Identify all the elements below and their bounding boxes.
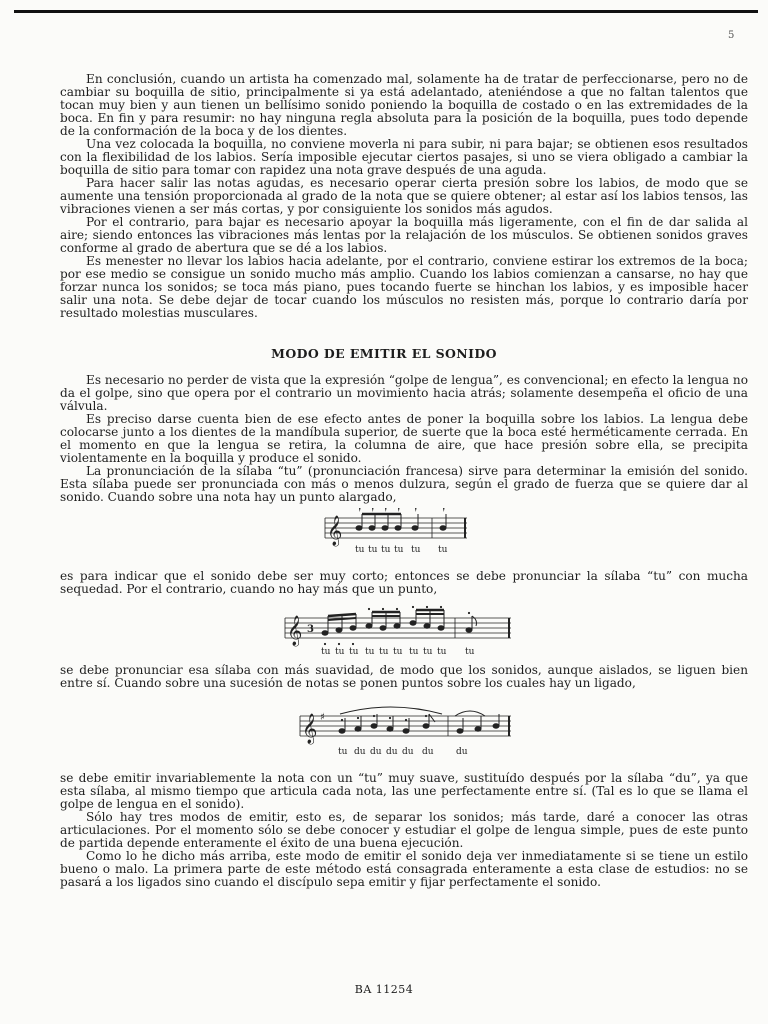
note xyxy=(380,626,386,630)
syllable: tu xyxy=(423,647,433,657)
note xyxy=(371,724,377,728)
paragraph: Como lo he dicho más arriba, este modo de emitir el sonido deja ver inmediatamente si se tiene un estilo bueno o malo. La primera parte de este método está consagrada enteramente a esta clase de estudios: no se pasará a los ligados sino cuando el discípulo sepa emitir y fijar perfectamente el sonido. xyxy=(60,849,748,889)
text-block-intro xyxy=(60,73,748,320)
note xyxy=(412,526,418,530)
syllable: tu xyxy=(437,647,447,657)
paragraph: La pronunciación de la sílaba “tu” (pronunciación francesa) sirve para determinar la emisión del sonido. Esta sílaba puede ser pronunciada con más o menos dulzura, según el grado de fuerza que se quiere dar al sonido. Cuando sobre una nota hay un punto alargado, xyxy=(60,464,748,504)
note xyxy=(475,727,481,731)
note xyxy=(440,526,446,530)
sharp-icon: ♯ xyxy=(320,712,325,723)
note xyxy=(339,729,345,733)
top-border-rule xyxy=(14,10,758,13)
syllable: du xyxy=(456,747,468,757)
syllable: tu xyxy=(393,647,403,657)
note xyxy=(366,624,372,628)
text-block-emission xyxy=(60,374,748,504)
paragraph: Es menester no llevar los labios hacia adelante, por el contrario, conviene estirar los extremos de la boca; por ese medio se consigue un sonido mucho más amplio. Cuando los labios comienzan a cansarse, no hay que forzar nunca los sonidos; se toca más piano, pues tocando fuerte se hinchan los labios, y es imposible hacer salir una nota. Se debe dejar de tocar cuando los músculos no resisten más, porque lo contrario daría por resultado molestias musculares. xyxy=(60,254,748,320)
note xyxy=(423,724,429,728)
publisher-code: BA 11254 xyxy=(354,983,414,996)
syllable: tu xyxy=(394,545,404,555)
syllable: tu xyxy=(338,747,348,757)
syllable: du xyxy=(354,747,366,757)
note xyxy=(457,729,463,733)
note xyxy=(394,624,400,628)
section-heading: MODO DE EMITIR EL SONIDO xyxy=(271,346,497,361)
paragraph: Es necesario no perder de vista que la expresión “golpe de lengua”, es convencional; en efecto la lengua no da el golpe, sino que opera por el contrario un movimiento hacia atrás; solamente desempeña el oficio de una válvula. xyxy=(60,373,748,413)
syllable: tu xyxy=(465,647,475,657)
syllable: tu xyxy=(349,647,359,657)
note xyxy=(466,628,472,632)
paragraph: Una vez colocada la boquilla, no conviene moverla ni para subir, ni para bajar; se obtienen esos resultados con la flexibilidad de los labios. Sería imposible ejecutar ciertos pasajes, si uno se viera obligado a cambiar la boquilla de sitio para tomar con rapidez una nota grave después de una aguda. xyxy=(60,137,748,177)
syllable: du xyxy=(402,747,414,757)
note xyxy=(438,626,444,630)
note xyxy=(410,621,416,625)
syllable: tu xyxy=(381,545,391,555)
syllable: tu xyxy=(411,545,421,555)
syllable: du xyxy=(370,747,382,757)
paragraph: se debe emitir invariablemente la nota con un “tu” muy suave, sustituído después por la sílaba “du”, ya que esta sílaba, al mismo tiempo que articula cada nota, las une perfectamente entre sí. (Tal es lo que se llama el golpe de lengua en el sonido). xyxy=(60,771,748,811)
page-number: 5 xyxy=(728,30,735,41)
note xyxy=(493,724,499,728)
treble-clef-icon: 𝄞 xyxy=(287,616,303,646)
note xyxy=(336,628,342,632)
syllable: du xyxy=(422,747,434,757)
paragraph: Para hacer salir las notas agudas, es necesario operar cierta presión sobre los labios, de modo que se aumente una tensión proporcionada al grado de la nota que se quiere obtener; al estar así los labios tensos, las vibraciones vienen a ser más cortas, y por consiguiente los sonidos más agudos. xyxy=(60,176,748,216)
syllable: tu xyxy=(335,647,345,657)
note xyxy=(350,626,356,630)
treble-clef-icon: 𝄞 xyxy=(302,714,318,744)
syllable: tu xyxy=(438,545,448,555)
paragraph: se debe pronunciar esa sílaba con más suavidad, de modo que los sonidos, aunque aislados, se liguen bien entre sí. Cuando sobre una sucesión de notas se ponen puntos sobre los cuales hay un ligado, xyxy=(60,663,748,690)
slur xyxy=(340,707,442,714)
paragraph: es para indicar que el sonido debe ser muy corto; entonces se debe pronunciar la sílaba “tu” con mucha sequedad. Por el contrario, cuando no hay más que un punto, xyxy=(60,569,748,596)
note xyxy=(355,727,361,731)
text-block-short-sound xyxy=(60,570,748,596)
text-block-soft-sound xyxy=(60,664,748,690)
time-signature: 3 xyxy=(307,624,314,635)
note xyxy=(424,624,430,628)
paragraph: Por el contrario, para bajar es necesario apoyar la boquilla más ligeramente, con el fin de dar salida al aire; siendo entonces las vibraciones más lentas por la relajación de los músculos. Se obtienen sonidos graves conforme al grado de abertura que se dé a los labios. xyxy=(60,215,748,255)
paragraph: En conclusión, cuando un artista ha comenzado mal, solamente ha de tratar de perfeccionarse, pero no de cambiar su boquilla de sitio, principalmente si ya está adelantado, ateniéndose a que no faltan talentos que tocan muy bien y aun tienen un bellísimo sonido poniendo la boquilla de costado o en las extremidades de la boca. En fin y para resumir: no hay ninguna regla absoluta para la posición de la boquilla, pues todo depende de la conformación de la boca y de los dientes. xyxy=(60,72,748,138)
syllable: tu xyxy=(368,545,378,555)
note xyxy=(403,729,409,733)
treble-clef-icon: 𝄞 xyxy=(327,516,343,546)
paragraph: Sólo hay tres modos de emitir, esto es, de separar los sonidos; más tarde, daré a conocer las otras articulaciones. Por el momento sólo se debe conocer y estudiar el golpe de lengua simple, pues de este punto de partida depende enteramente el éxito de una buena ejecución. xyxy=(60,810,748,850)
note xyxy=(395,526,401,530)
text-block-conclusion xyxy=(60,772,748,889)
note xyxy=(322,631,328,635)
syllable: du xyxy=(386,747,398,757)
slur xyxy=(455,711,485,716)
syllable: tu xyxy=(321,647,331,657)
syllable: tu xyxy=(355,545,365,555)
music-example-dots xyxy=(285,610,515,660)
note xyxy=(382,526,388,530)
note xyxy=(387,727,393,731)
syllable: tu xyxy=(379,647,389,657)
syllable: tu xyxy=(409,647,419,657)
note xyxy=(369,526,375,530)
paragraph: Es preciso darse cuenta bien de ese efecto antes de poner la boquilla sobre los labios. La lengua debe colocarse junto a los dientes de la mandíbula superior, de suerte que la boca esté herméticamente cerrada. En el momento en que la lengua se retira, la columna de aire, que hace presión sobre ella, se precipita violentamente en la boquilla y produce el sonido. xyxy=(60,412,748,465)
syllable: tu xyxy=(365,647,375,657)
music-example-staccato xyxy=(325,510,470,560)
note xyxy=(356,526,362,530)
music-example-slurred xyxy=(300,704,515,760)
